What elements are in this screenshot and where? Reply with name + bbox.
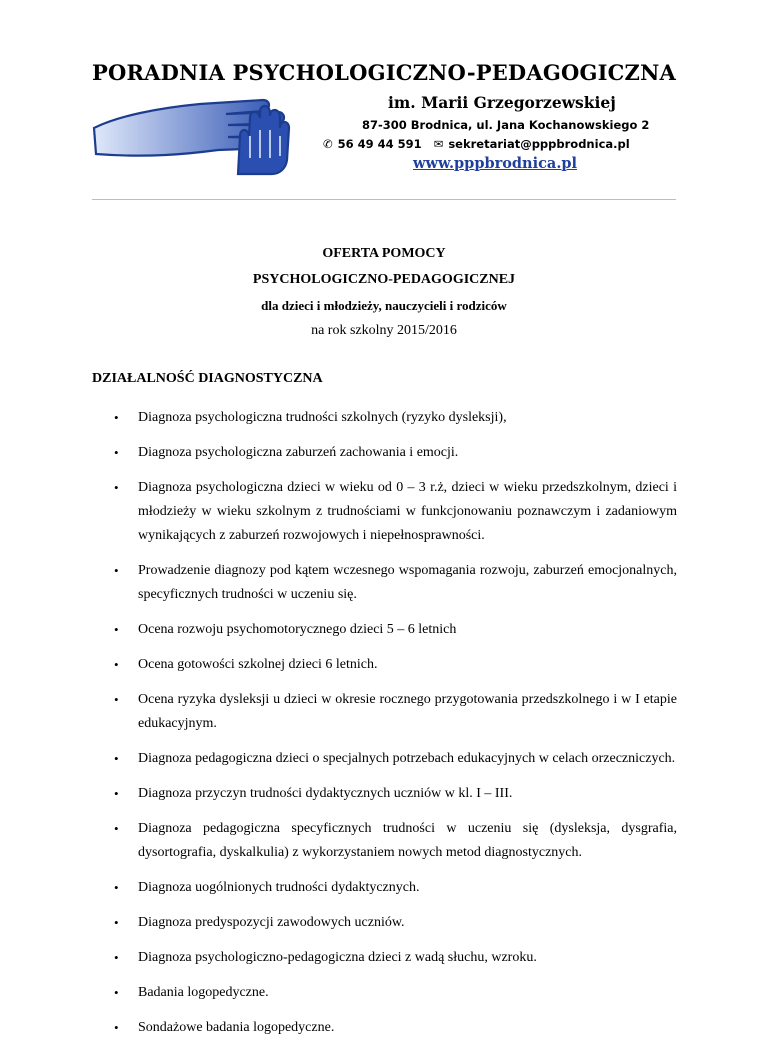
- phone-icon: ✆: [323, 137, 333, 151]
- diagnostic-activities-list: [114, 406, 677, 1051]
- email-address[interactable]: sekretariat@pppbrodnica.pl: [448, 137, 630, 151]
- school-year: na rok szkolny 2015/2016: [311, 323, 457, 338]
- list-item: • Prowadzenie diagnozy pod kątem wczesnego wspomagania rozwoju, zaburzeń emocjonalnych, specyficznych trudności w uczeniu się.: [114, 559, 677, 607]
- list-item: • Diagnoza predyspozycji zawodowych uczniów.: [114, 911, 677, 935]
- list-item: • Badania logopedyczne.: [114, 981, 677, 1005]
- list-item: • Ocena ryzyka dysleksji u dzieci w okresie rocznego przygotowania przedszkolnego i w I etapie edukacyjnym.: [114, 688, 677, 736]
- hands-logo: [88, 88, 338, 178]
- envelope-icon: ✉: [433, 137, 444, 151]
- header-divider: [92, 199, 676, 200]
- list-item: • Ocena rozwoju psychomotorycznego dzieci 5 – 6 letnich: [114, 618, 677, 642]
- list-item: • Diagnoza psychologiczna trudności szkolnych (ryzyko dysleksji),: [114, 406, 677, 430]
- contact-line: [323, 137, 630, 151]
- offer-audience: dla dzieci i młodzieży, nauczycieli i rodziców: [261, 298, 507, 313]
- organization-title: PORADNIA PSYCHOLOGICZNO-PEDAGOGICZNA: [92, 60, 676, 85]
- list-item: • Diagnoza pedagogiczna dzieci o specjalnych potrzebach edukacyjnych w celach orzeczniczych.: [114, 747, 677, 771]
- list-item: • Diagnoza psychologiczna dzieci w wieku od 0 – 3 r.ż, dzieci w wieku przedszkolnym, dzieci i młodzieży w wieku szkolnym z trudnościami w funkcjonowaniu poznawczym i zadaniowym wynikających z zaburzeń rozwojowych i niepełnosprawności.: [114, 476, 677, 548]
- list-item: • Diagnoza przyczyn trudności dydaktycznych uczniów w kl. I – III.: [114, 782, 677, 806]
- website-link[interactable]: www.pppbrodnica.pl: [413, 155, 578, 172]
- list-item: • Diagnoza uogólnionych trudności dydaktycznych.: [114, 876, 677, 900]
- list-item: • Diagnoza psychologiczna zaburzeń zachowania i emocji.: [114, 441, 677, 465]
- postal-address: 87-300 Brodnica, ul. Jana Kochanowskiego 2: [362, 118, 650, 132]
- phone-number: 56 49 44 591: [337, 137, 422, 151]
- section-heading: DZIAŁALNOŚĆ DIAGNOSTYCZNA: [92, 371, 323, 386]
- list-item: • Diagnoza pedagogiczna specyficznych trudności w uczeniu się (dysleksja, dysgrafia, dysortografia, dyskalkulia) z wykorzystaniem nowych metod diagnostycznych.: [114, 817, 677, 865]
- patron-subtitle: im. Marii Grzegorzewskiej: [388, 93, 616, 112]
- offer-title-line-1: OFERTA POMOCY: [322, 246, 446, 261]
- offer-title-line-2: PSYCHOLOGICZNO-PEDAGOGICZNEJ: [252, 272, 516, 287]
- list-item: • Sondażowe badania logopedyczne.: [114, 1016, 677, 1040]
- list-item: • Ocena gotowości szkolnej dzieci 6 letnich.: [114, 653, 677, 677]
- list-item: • Diagnoza psychologiczno-pedagogiczna dzieci z wadą słuchu, wzroku.: [114, 946, 677, 970]
